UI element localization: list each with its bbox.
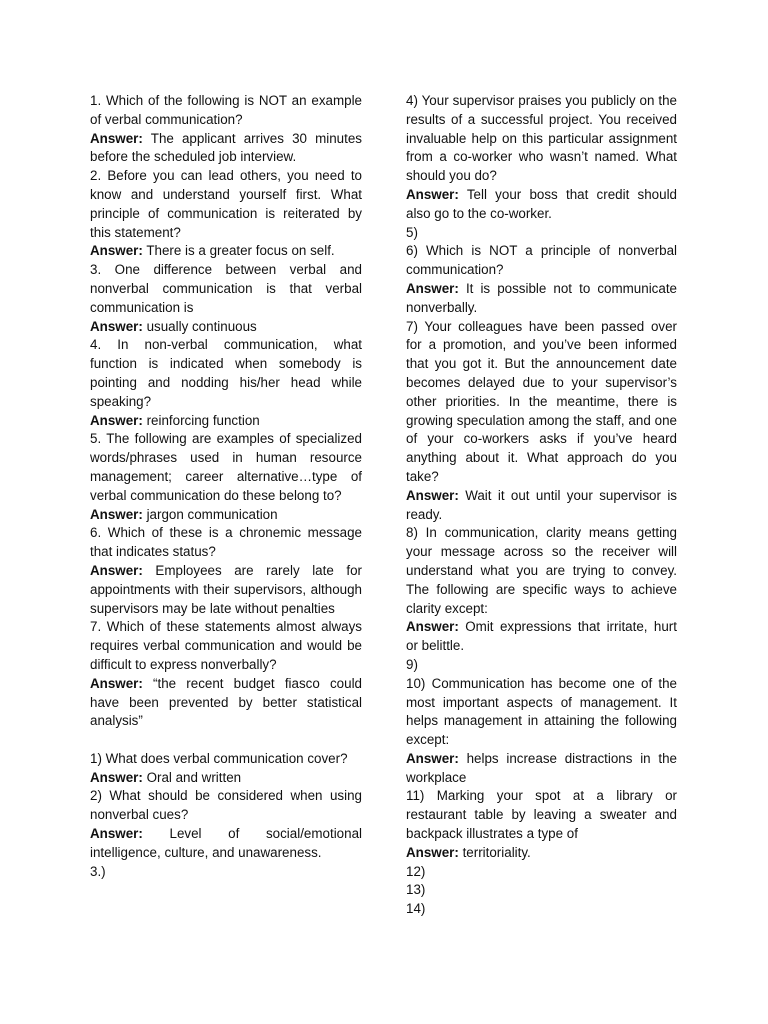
- question-text: 14): [406, 901, 426, 917]
- qa-item: [90, 261, 362, 336]
- answer-label: Answer:: [90, 826, 143, 842]
- group-spacer: [90, 731, 362, 750]
- question-text: 4) Your supervisor praises you publicly on the results of a successful project. You received invaluable help on this particular assignment from a co-worker who wasn’t named. What should you do?: [406, 93, 677, 184]
- answer-line: [90, 562, 362, 618]
- question-text: 13): [406, 882, 426, 898]
- qa-item: [406, 863, 677, 882]
- answer-text: reinforcing function: [146, 412, 260, 428]
- answer-line: [90, 675, 362, 731]
- answer-text: Tell your boss that credit should also go to the co-worker.: [406, 186, 677, 221]
- answer-line: [406, 487, 677, 525]
- right-column: [406, 92, 677, 919]
- qa-item: [406, 787, 677, 862]
- answer-line: [406, 618, 677, 656]
- question-text: 2) What should be considered when using nonverbal cues?: [90, 788, 362, 823]
- answer-text: “the recent budget fiasco could have been prevented by better statistical analysis”: [90, 675, 362, 729]
- answer-line: [90, 242, 362, 261]
- answer-text: territoriality.: [462, 844, 531, 860]
- answer-text: Employees are rarely late for appointments with their supervisors, although supervisors may be late without penalties: [90, 562, 362, 616]
- qa-item: [90, 750, 362, 788]
- answer-line: [90, 825, 362, 863]
- qa-item: [90, 430, 362, 524]
- qa-item: [90, 618, 362, 731]
- answer-label: Answer:: [406, 619, 459, 635]
- qa-item: [406, 92, 677, 224]
- qa-item: [406, 881, 677, 900]
- left-column: [90, 92, 362, 881]
- answer-label: Answer:: [90, 562, 143, 578]
- answer-text: Level of social/emotional intelligence, culture, and unawareness.: [90, 826, 362, 860]
- answer-label: Answer:: [90, 769, 143, 785]
- qa-item: [406, 524, 677, 656]
- answer-text: helps increase distractions in the workplace: [406, 750, 677, 785]
- question-text: 7. Which of these statements almost always requires verbal communication and would be difficult to express nonverbally?: [90, 619, 362, 672]
- qa-item: [406, 318, 677, 525]
- question-text: 6. Which of these is a chronemic message that indicates status?: [90, 525, 362, 560]
- qa-item: [90, 524, 362, 618]
- answer-text: It is possible not to communicate nonverbally.: [406, 280, 677, 315]
- answer-label: Answer:: [90, 506, 143, 522]
- answer-label: Answer:: [90, 412, 143, 428]
- question-text: 11) Marking your spot at a library or restaurant table by leaving a sweater and backpack illustrates a type of: [406, 788, 677, 842]
- answer-label: Answer:: [406, 750, 459, 766]
- question-text: 6) Which is NOT a principle of nonverbal communication?: [406, 243, 677, 278]
- question-text: 4. In non-verbal communication, what function is indicated when somebody is pointing and nodding his/her head while speaking?: [90, 337, 362, 409]
- answer-line: [90, 412, 362, 431]
- answer-line: [90, 769, 362, 788]
- question-group-2: [90, 750, 362, 882]
- question-text: 9): [406, 656, 418, 672]
- answer-line: [406, 750, 677, 788]
- qa-item: [406, 656, 677, 675]
- qa-item: [90, 167, 362, 261]
- question-group-3: [406, 92, 677, 919]
- answer-label: Answer:: [406, 186, 459, 202]
- answer-text: Omit expressions that irritate, hurt or belittle.: [406, 619, 677, 654]
- answer-text: Oral and written: [146, 769, 242, 785]
- answer-line: [90, 506, 362, 525]
- qa-item: [406, 900, 677, 919]
- question-text: 5. The following are examples of specialized words/phrases used in human resource management; career alternative…type of verbal communication do these belong to?: [90, 431, 362, 503]
- question-text: 1. Which of the following is NOT an example of verbal communication?: [90, 93, 362, 127]
- answer-line: [406, 844, 677, 863]
- qa-item: [90, 92, 362, 167]
- answer-text: Wait it out until your supervisor is ready.: [406, 487, 677, 522]
- answer-label: Answer:: [406, 844, 459, 860]
- answer-label: Answer:: [406, 280, 459, 296]
- question-group-1: [90, 92, 362, 731]
- answer-line: [406, 186, 677, 224]
- answer-label: Answer:: [90, 130, 143, 146]
- answer-text: jargon communication: [146, 506, 278, 522]
- qa-item: [90, 787, 362, 862]
- answer-label: Answer:: [90, 243, 143, 259]
- qa-item: [406, 242, 677, 317]
- answer-text: There is a greater focus on self.: [146, 243, 335, 259]
- question-text: 3.): [90, 863, 106, 879]
- question-text: 2. Before you can lead others, you need to know and understand yourself first. What principle of communication is reiterated by this statement?: [90, 168, 362, 240]
- answer-line: [90, 130, 362, 168]
- answer-label: Answer:: [90, 318, 143, 334]
- question-text: 10) Communication has become one of the most important aspects of management. It helps management in attaining the following except:: [406, 675, 677, 748]
- qa-item: [90, 336, 362, 430]
- question-text: 5): [406, 224, 418, 240]
- answer-line: [406, 280, 677, 318]
- answer-text: The applicant arrives 30 minutes before the scheduled job interview.: [90, 130, 362, 165]
- qa-item: [406, 675, 677, 788]
- question-text: 12): [406, 863, 426, 879]
- question-text: 3. One difference between verbal and nonverbal communication is that verbal communication is: [90, 262, 362, 315]
- qa-item: [90, 863, 362, 882]
- answer-text: usually continuous: [146, 318, 257, 334]
- answer-line: [90, 318, 362, 337]
- qa-item: [406, 224, 677, 243]
- question-text: 8) In communication, clarity means getting your message across so the receiver will understand what you are trying to convey. The following are specific ways to achieve clarity except:: [406, 525, 677, 616]
- answer-label: Answer:: [406, 487, 459, 503]
- answer-label: Answer:: [90, 675, 143, 691]
- question-text: 1) What does verbal communication cover?: [90, 750, 348, 766]
- question-text: 7) Your colleagues have been passed over for a promotion, and you’ve been informed that you got it. But the announcement date becomes delayed due to your supervisor’s other priorities. In the meantime, there is growing speculation among the staff, and one of your co-workers asks if you’ve heard anything about it. What approach do you take?: [406, 318, 677, 484]
